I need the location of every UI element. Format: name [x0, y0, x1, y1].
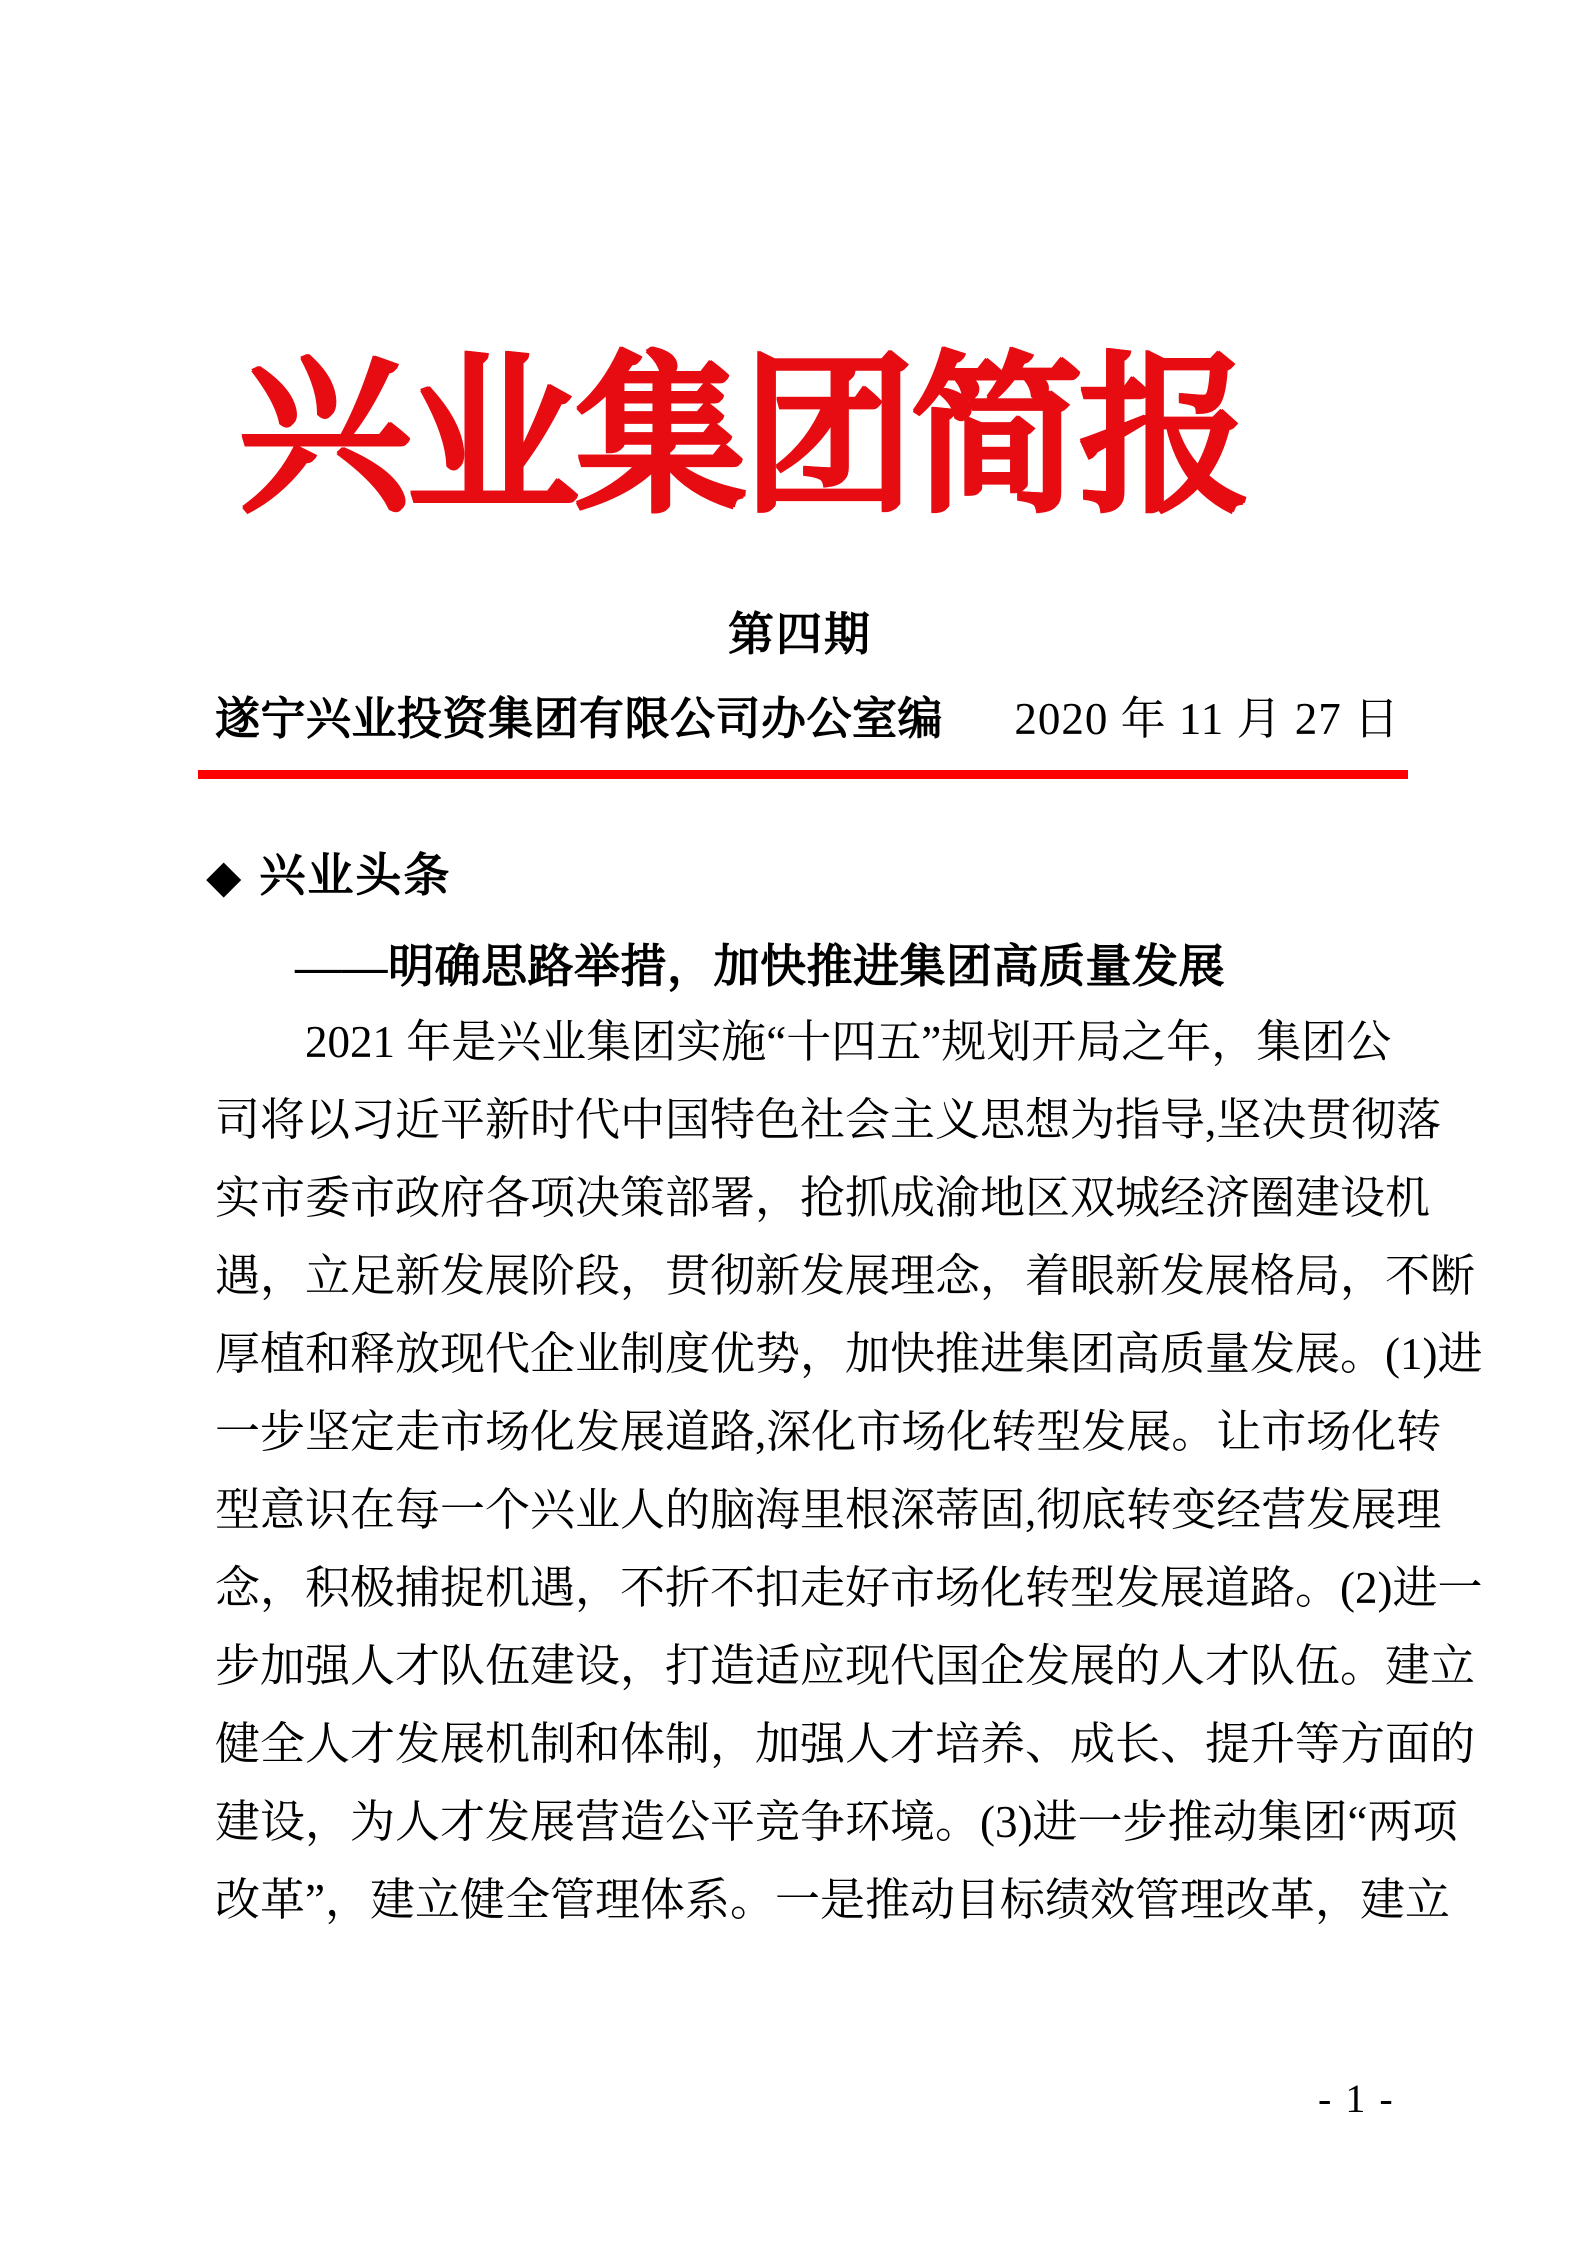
body-line: 司将以习近平新时代中国特色社会主义思想为指导,坚决贯彻落: [215, 1095, 1442, 1145]
body-line: 改革”，建立健全管理体系。一是推动目标绩效管理改革，建立: [215, 1875, 1450, 1925]
body-line: 2021 年是兴业集团实施“十四五”规划开局之年，集团公: [305, 1017, 1392, 1067]
body-line: 实市委市政府各项决策部署，抢抓成渝地区双城经济圈建设机: [215, 1173, 1431, 1223]
body-line: 一步坚定走市场化发展道路,深化市场化转型发展。让市场化转: [215, 1407, 1442, 1457]
red-divider-rule: [198, 770, 1408, 779]
editor-row: [215, 694, 1400, 746]
editor-credit: 遂宁兴业投资集团有限公司办公室编: [215, 694, 944, 744]
section-header: [206, 848, 451, 903]
page-number: - 1 -: [1318, 2076, 1395, 2121]
body-line: 建设，为人才发展营造公平竞争环境。(3)进一步推动集团“两项: [215, 1797, 1458, 1847]
body-line: 型意识在每一个兴业人的脑海里根深蒂固,彻底转变经营发展理: [215, 1485, 1442, 1535]
body-line: 厚植和释放现代企业制度优势，加快推进集团高质量发展。(1)进: [215, 1329, 1483, 1379]
diamond-bullet-icon: ◆: [206, 848, 242, 903]
body-line: 健全人才发展机制和体制，加强人才培养、成长、提升等方面的: [215, 1719, 1476, 1769]
issue-date: 2020 年 11 月 27 日: [1014, 694, 1400, 744]
body-line: 念，积极捕捉机遇，不折不扣走好市场化转型发展道路。(2)进一: [215, 1563, 1483, 1613]
body-line: 步加强人才队伍建设，打造适应现代国企发展的人才队伍。建立: [215, 1641, 1476, 1691]
body-paragraph: [215, 1003, 1483, 1939]
masthead-title: 兴业集团简报: [238, 343, 1246, 533]
headline-title: ——明确思路举措，加快推进集团高质量发展: [295, 941, 1225, 992]
body-line: 遇，立足新发展阶段，贯彻新发展理念，着眼新发展格局，不断: [215, 1251, 1476, 1301]
issue-label: 第四期: [728, 608, 872, 660]
section-title: 兴业头条: [259, 849, 452, 901]
